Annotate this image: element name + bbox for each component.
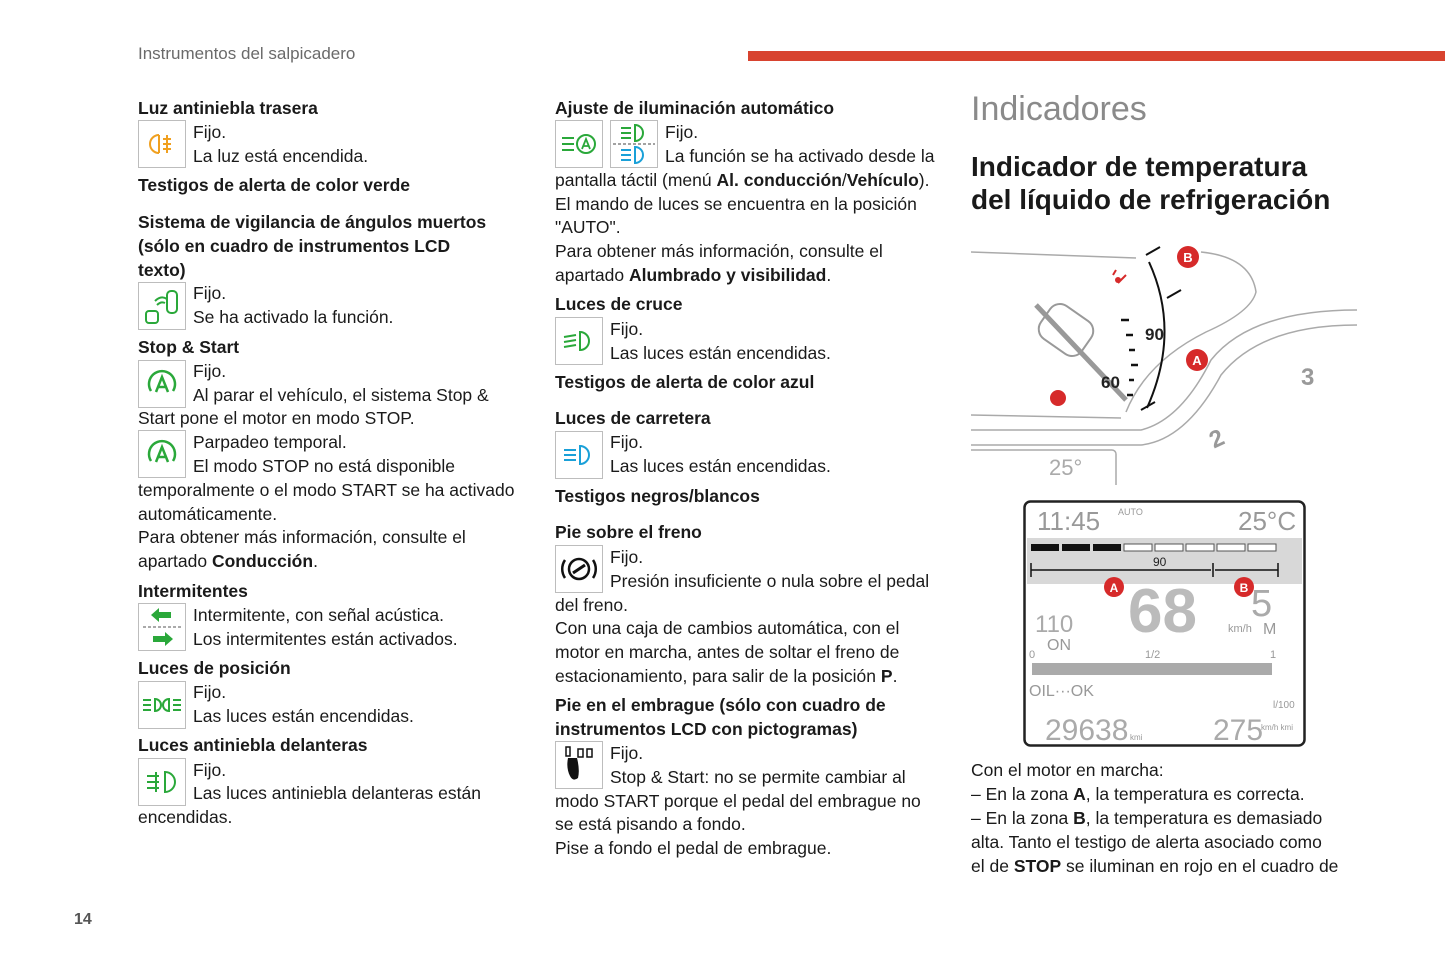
bold-ref: P [880,666,893,686]
text-line: Al parar el vehículo, el sistema Stop & [193,385,489,405]
text-line: Con una caja de cambios automática, con el [555,618,900,638]
section-title: Indicadores [971,90,1147,128]
rev-2: 2 [1205,424,1229,455]
text: pantalla táctil (menú [555,170,717,190]
lcd-cruise-speed: 110 [1035,611,1074,638]
bold-ref: Conducción [211,551,314,571]
text-line: Las luces están encendidas. [610,343,831,363]
zone-b-label: B [1183,250,1193,265]
page-number: 14 [74,911,92,928]
text-line: Con el motor en marcha: [971,760,1164,780]
heading-line: texto) [138,260,186,280]
text-line [555,664,897,688]
text-line: Start pone el motor en modo STOP. [138,408,415,428]
text: ). [918,170,930,190]
text-line: El mando de luces se encuentra en la posición [555,194,917,214]
fuel-1: 1 [1270,649,1277,661]
text-line: Para obtener más información, consulte el [138,527,466,547]
heading-position: Luces de posición [138,658,291,678]
heading-main-beam: Luces de carretera [555,408,711,428]
text-line: Intermitente, con señal acústica. [193,605,444,625]
text-line: automáticamente. [138,504,278,524]
text-line: Las luces están encendidas. [610,456,831,476]
text-line: encendidas. [138,807,233,827]
text: – En la zona [971,784,1074,804]
text-line: Fijo. [193,760,227,780]
text-line: temporalmente o el modo START se ha activado [138,480,515,500]
heading-stop-start: Stop & Start [138,337,240,357]
zone-a-label: A [1192,353,1202,368]
lcd-zone-b: B [1239,581,1249,595]
heading-indicators: Intermitentes [138,581,248,601]
stop-start-icon [138,360,186,408]
text-line: Fijo. [193,682,227,702]
text-line [971,782,1305,806]
heading-green: Testigos de alerta de color verde [138,175,410,195]
text-line [971,806,1322,830]
foot-on-brake-icon [555,545,603,593]
heading-line: (sólo en cuadro de instrumentos LCD [138,236,451,256]
lcd-consumption: l/100 [1273,700,1295,711]
text-line: Fijo. [665,122,699,142]
text-line: Fijo. [610,547,644,567]
lcd-range: 275 [1213,714,1264,747]
text-line: Fijo. [610,319,644,339]
text-line [971,854,1338,878]
lcd-scale-90: 90 [1153,555,1167,569]
bold-ref: Vehículo [846,170,919,190]
section-header: Instrumentos del salpicadero [138,44,356,63]
text: estacionamiento, para salir de la posición [555,666,881,686]
text-line: Las luces antiniebla delanteras están [193,783,481,803]
lcd-instrument-display [1023,500,1306,747]
heading-auto-light: Ajuste de iluminación automático [555,98,835,118]
tick-90: 90 [1145,325,1164,344]
text-line: La función se ha activado desde la [665,146,935,166]
heading-dipped: Luces de cruce [555,294,683,314]
bold-ref: A [1073,784,1086,804]
coolant-gauge-diagram [971,240,1357,485]
heading-blind-spot: Sistema de vigilancia de ángulos muertos [138,212,487,232]
dipped-beam-icon [555,317,603,365]
bold-ref: Al. conducción [716,170,842,190]
text: el de [971,856,1014,876]
text: . [892,666,898,686]
fuel-half: 1/2 [1145,649,1161,661]
stop-start-flashing-icon [138,430,186,478]
text-line: Parpadeo temporal. [193,432,347,452]
text: apartado [555,265,629,285]
lcd-gear: 5 [1251,583,1273,625]
lcd-speed-unit: km/h [1228,623,1252,635]
lcd-mode: M [1263,621,1277,638]
text: se iluminan en rojo en el cuadro de [1061,856,1339,876]
text-line [555,263,831,287]
text-line: Pise a fondo el pedal de embrague. [555,838,832,858]
text-line: Fijo. [193,283,227,303]
text: apartado [138,551,212,571]
text-line: Fijo. [610,743,644,763]
lcd-clock: 11:45 [1037,506,1101,536]
fuel-bar [1032,663,1272,675]
outside-temp: 25° [1049,455,1083,480]
text: . [313,551,318,571]
text-line: Fijo. [193,122,227,142]
heading-rear-fog: Luz antiniebla trasera [138,98,318,118]
heading-black-white: Testigos negros/blancos [555,486,760,506]
lcd-odometer: 29638 [1045,714,1129,747]
lcd-auto: AUTO [1118,507,1143,517]
text-line: modo START porque el pedal del embrague no [555,791,921,811]
lcd-ext-temp: 25°C [1238,506,1297,536]
lcd-zone-a: A [1109,581,1119,595]
text: , la temperatura es demasiado [1085,808,1323,828]
text: . [826,265,832,285]
text-line: "AUTO". [555,217,621,237]
text-line [138,549,318,573]
heading-line: instrumentos LCD con pictogramas) [555,719,858,739]
text-line: Las luces están encendidas. [193,706,414,726]
lcd-range-unit: km/h kmi [1261,723,1293,732]
lcd-odo-unit: kmi [1130,733,1143,742]
bold-ref: STOP [1013,856,1062,876]
tick-60: 60 [1101,373,1120,392]
fuel-0: 0 [1029,649,1036,661]
heading-brake: Pie sobre el freno [555,522,702,542]
lcd-speed: 68 [1128,577,1197,646]
rear-fog-icon [138,120,186,168]
text-line: Presión insuficiente o nula sobre el pedal [610,571,930,591]
turn-signal-icon [138,603,186,651]
bold-ref: B [1073,808,1086,828]
text-line: Fijo. [193,361,227,381]
text: , la temperatura es correcta. [1085,784,1305,804]
text: – En la zona [971,808,1074,828]
text-line: La luz está encendida. [193,146,369,166]
text-line: del freno. [555,595,628,615]
text-line: alta. Tanto el testigo de alerta asociado como [971,832,1322,852]
text-line: Fijo. [610,432,644,452]
text-line: Se ha activado la función. [193,307,394,327]
text-line: Los intermitentes están activados. [193,629,458,649]
position-lights-icon [138,681,186,729]
text-line [555,168,929,192]
auto-light-icon [555,120,603,168]
heading-clutch: Pie en el embrague (sólo con cuadro de [555,695,886,715]
text-line: motor en marcha, antes de soltar el freno de [555,642,900,662]
auto-light-pair-icon [610,120,658,168]
subsection-title-line: del líquido de refrigeración [971,184,1331,215]
text: / [841,170,847,190]
text-line: se está pisando a fondo. [555,814,746,834]
heading-blue: Testigos de alerta de color azul [555,372,815,392]
text-line: Para obtener más información, consulte el [555,241,883,261]
blind-spot-icon [138,282,186,330]
rev-3: 3 [1301,364,1315,391]
lcd-oil: OIL···OK [1029,683,1094,700]
text-line: Stop & Start: no se permite cambiar al [610,767,906,787]
bold-ref: Alumbrado y visibilidad [628,265,827,285]
front-fog-icon [138,758,186,806]
subsection-title: Indicador de temperatura [971,151,1308,182]
text-line: El modo STOP no está disponible [193,456,456,476]
heading-front-fog: Luces antiniebla delanteras [138,735,368,755]
lcd-cruise-state: ON [1047,637,1071,654]
foot-on-clutch-icon [555,741,603,789]
main-beam-icon [555,431,603,479]
header-accent-bar [748,51,1445,61]
